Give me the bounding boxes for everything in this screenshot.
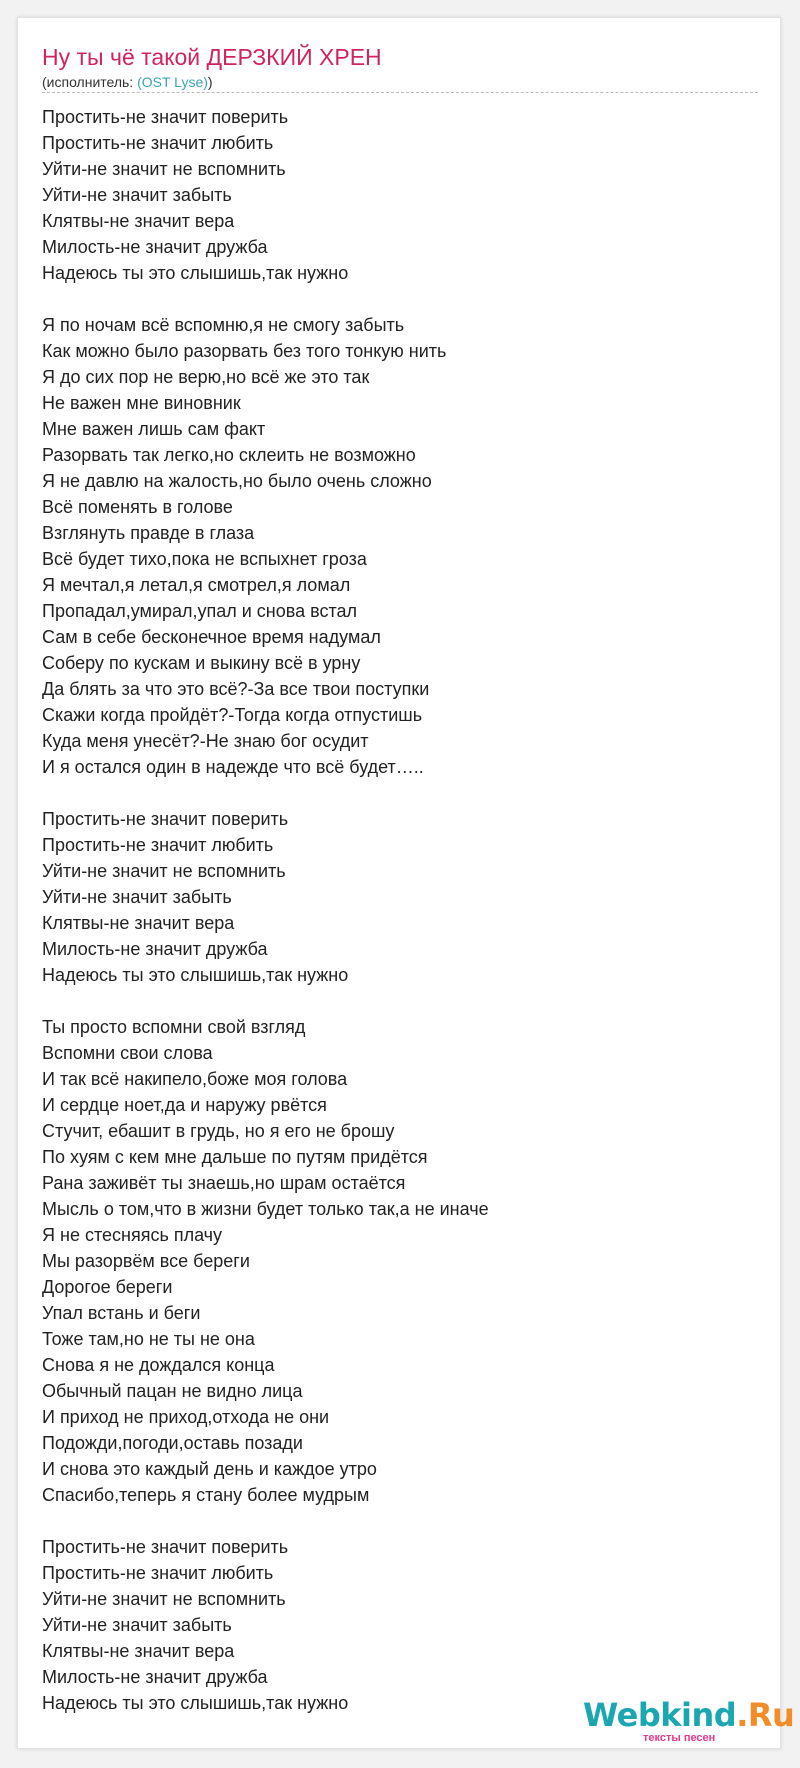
lyric-line: И снова это каждый день и каждое утро — [42, 1459, 377, 1479]
artist-line — [42, 73, 213, 91]
lyric-line: Уйти-не значит забыть — [42, 1615, 232, 1635]
artist-suffix: ) — [207, 74, 213, 90]
lyric-line: Я не давлю на жалость,но было очень сложно — [42, 471, 432, 491]
lyric-line: Разорвать так легко,но склеить не возможно — [42, 445, 416, 465]
stanza-break — [42, 286, 489, 312]
stanza-break — [42, 988, 489, 1014]
lyric-line: Обычный пацан не видно лица — [42, 1381, 303, 1401]
lyric-line: Взглянуть правде в глаза — [42, 523, 255, 543]
stanza-break — [42, 1508, 489, 1534]
lyric-line: Да блять за что это всё?-За все твои поступки — [42, 679, 430, 699]
lyric-line: Я мечтал,я летал,я смотрел,я ломал — [42, 575, 351, 595]
lyric-line: Уйти-не значит не вспомнить — [42, 861, 286, 881]
lyric-line: Всё поменять в голове — [42, 497, 233, 517]
lyric-line: Уйти-не значит забыть — [42, 887, 232, 907]
lyric-line: Милость-не значит дружба — [42, 939, 268, 959]
lyric-line: Ты просто вспомни свой взгляд — [42, 1017, 306, 1037]
lyric-line: Рана заживёт ты знаешь,но шрам остаётся — [42, 1173, 406, 1193]
lyric-line: Простить-не значит любить — [42, 1563, 274, 1583]
title-divider — [42, 92, 758, 93]
lyric-line: Клятвы-не значит вера — [42, 1641, 235, 1661]
lyric-line: Я до сих пор не верю,но всё же это так — [42, 367, 370, 387]
artist-link[interactable]: (OST Lyse) — [137, 74, 208, 90]
lyric-line: Уйти-не значит не вспомнить — [42, 1589, 286, 1609]
lyric-line: Соберу по кускам и выкину всё в урну — [42, 653, 361, 673]
lyric-line: Простить-не значит любить — [42, 133, 274, 153]
lyric-line: Уйти-не значит забыть — [42, 185, 232, 205]
lyric-line: Простить-не значит поверить — [42, 107, 289, 127]
lyric-line: Вспомни свои слова — [42, 1043, 213, 1063]
lyric-line: Дорогое береги — [42, 1277, 173, 1297]
lyric-line: Всё будет тихо,пока не вспыхнет гроза — [42, 549, 367, 569]
lyric-line: Подожди,погоди,оставь позади — [42, 1433, 303, 1453]
logo-tagline: тексты песен — [643, 1732, 716, 1744]
lyric-line: И я остался один в надежде что всё будет….. — [42, 757, 424, 777]
lyric-line: Клятвы-не значит вера — [42, 211, 235, 231]
lyric-line: Надеюсь ты это слышишь,так нужно — [42, 965, 349, 985]
artist-prefix: (исполнитель: — [42, 74, 138, 90]
lyrics-text — [42, 104, 489, 1716]
song-title: Ну ты чё такой ДЕРЗКИЙ ХРЕН — [42, 44, 382, 70]
lyric-line: По хуям с кем мне дальше по путям придётся — [42, 1147, 428, 1167]
lyric-line: Мне важен лишь сам факт — [42, 419, 266, 439]
lyric-line: Сам в себе бесконечное время надумал — [42, 627, 381, 647]
logo-wordmark — [583, 1696, 794, 1734]
lyric-line: Пропадал,умирал,упал и снова встал — [42, 601, 358, 621]
lyric-line: Простить-не значит поверить — [42, 809, 289, 829]
lyric-line: Тоже там,но не ты не она — [42, 1329, 255, 1349]
lyric-line: Не важен мне виновник — [42, 393, 241, 413]
stanza-break — [42, 780, 489, 806]
lyric-line: И сердце ноет,да и наружу рвётся — [42, 1095, 327, 1115]
lyric-line: Надеюсь ты это слышишь,так нужно — [42, 1693, 349, 1713]
lyric-line: Стучит, ебашит в грудь, но я его не брошу — [42, 1121, 395, 1141]
logo-name: Webkind — [583, 1696, 737, 1734]
lyric-line: Милость-не значит дружба — [42, 237, 268, 257]
lyric-line: Клятвы-не значит вера — [42, 913, 235, 933]
lyric-line: Как можно было разорвать без того тонкую нить — [42, 341, 447, 361]
lyric-line: Простить-не значит поверить — [42, 1537, 289, 1557]
lyric-line: Я не стесняясь плачу — [42, 1225, 223, 1245]
lyric-line: Спасибо,теперь я стану более мудрым — [42, 1485, 370, 1505]
lyric-line: Я по ночам всё вспомню,я не смогу забыть — [42, 315, 405, 335]
lyric-line: Куда меня унесёт?-Не знаю бог осудит — [42, 731, 369, 751]
lyric-line: Милость-не значит дружба — [42, 1667, 268, 1687]
lyric-line: Надеюсь ты это слышишь,так нужно — [42, 263, 349, 283]
lyric-line: И так всё накипело,боже моя голова — [42, 1069, 348, 1089]
logo-tld: .Ru — [736, 1696, 795, 1734]
lyric-line: Снова я не дождался конца — [42, 1355, 275, 1375]
lyric-line: Упал встань и беги — [42, 1303, 201, 1323]
lyric-line: Скажи когда пройдёт?-Тогда когда отпустишь — [42, 705, 423, 725]
lyric-line: Мы разорвём все береги — [42, 1251, 250, 1271]
lyric-line: Простить-не значит любить — [42, 835, 274, 855]
lyric-line: И приход не приход,отхода не они — [42, 1407, 330, 1427]
webkind-logo[interactable] — [583, 1696, 795, 1746]
lyric-line: Мысль о том,что в жизни будет только так,а не иначе — [42, 1199, 489, 1219]
lyric-line: Уйти-не значит не вспомнить — [42, 159, 286, 179]
